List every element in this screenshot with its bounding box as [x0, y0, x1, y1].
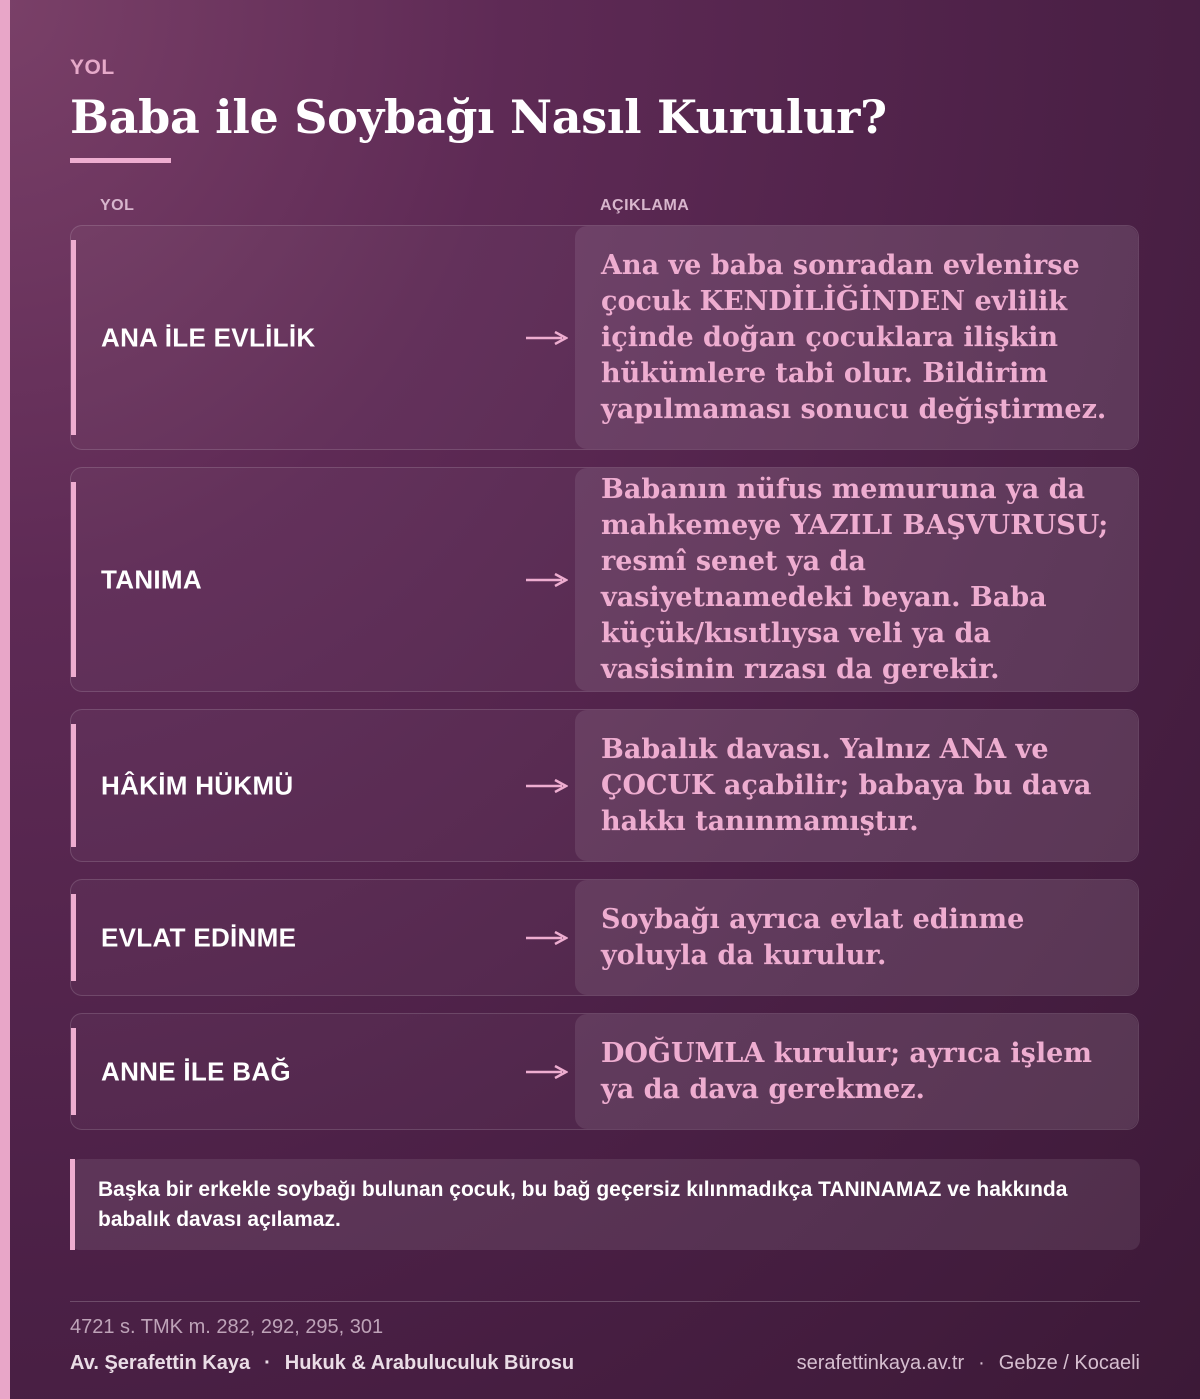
row-accent-bar	[71, 1028, 76, 1115]
arrow-right-icon	[526, 779, 568, 793]
column-header-yol: YOL	[100, 197, 135, 214]
path-row-tanima	[70, 467, 1139, 692]
row-description: Soybağı ayrıca evlat edinme yoluyla da kurulur.	[601, 903, 1025, 971]
row-label: ANA İLE EVLİLİK	[101, 322, 316, 352]
footer-separator: ·	[264, 1352, 271, 1374]
arrow-right-icon	[526, 931, 568, 945]
row-accent-bar	[71, 724, 76, 847]
note-accent-bar	[70, 1159, 75, 1250]
column-header-aciklama: AÇIKLAMA	[600, 197, 690, 214]
author-name: Av. Şerafettin Kaya	[70, 1352, 251, 1374]
path-row-hakim-hukmu	[70, 709, 1139, 862]
row-description: Ana ve baba sonradan evlenirse çocuk KENDİLİĞİNDEN evlilik içinde doğan çocuklara ilişkin hükümlere tabi olur. Bildirim yapılmaması sonucu değiştirmez.	[601, 249, 1107, 425]
row-label: EVLAT EDİNME	[101, 922, 297, 952]
note-text: Başka bir erkekle soybağı bulunan çocuk, bu bağ geçersiz kılınmadıkça TANINAMAZ ve hakkında babalık davası açılamaz.	[98, 1178, 1068, 1231]
arrow-right-icon	[526, 331, 568, 345]
footer-separator: ·	[978, 1352, 985, 1374]
row-description-panel	[575, 468, 1138, 691]
row-label: TANIMA	[101, 564, 202, 594]
row-description: DOĞUMLA kurulur; ayrıca işlem ya da dava gerekmez.	[601, 1037, 1092, 1105]
left-accent-strip	[0, 0, 10, 1399]
location-text: Gebze / Kocaeli	[998, 1352, 1140, 1374]
path-row-evlat-edinme	[70, 879, 1139, 996]
row-description-panel	[575, 1014, 1138, 1129]
row-label: HÂKİM HÜKMÜ	[101, 770, 294, 800]
title-underline	[70, 158, 171, 163]
path-row-ana-ile-evlilik	[70, 225, 1139, 450]
row-accent-bar	[71, 482, 76, 677]
firm-name: Hukuk & Arabuluculuk Bürosu	[284, 1352, 575, 1374]
website-link[interactable]: serafettinkaya.av.tr	[796, 1352, 965, 1374]
footer-contact-block	[797, 1352, 1140, 1375]
footer-divider	[70, 1301, 1140, 1302]
row-description-panel	[575, 880, 1138, 995]
row-description-panel	[575, 226, 1138, 449]
eyebrow-label: YOL	[70, 56, 115, 79]
path-row-anne-ile-bag	[70, 1013, 1139, 1130]
legal-reference: 4721 s. TMK m. 282, 292, 295, 301	[70, 1316, 384, 1338]
footer-author-block	[70, 1352, 574, 1375]
arrow-right-icon	[526, 573, 568, 587]
row-accent-bar	[71, 894, 76, 981]
row-description: Babanın nüfus memuruna ya da mahkemeye YAZILI BAŞVURUSU; resmî senet ya da vasiyetnamedeki beyan. Baba küçük/kısıtlıysa veli ya da vasisinin rızası da gerekir.	[601, 473, 1109, 685]
row-description-panel	[575, 710, 1138, 861]
page-title: Baba ile Soybağı Nasıl Kurulur?	[70, 90, 887, 144]
row-description: Babalık davası. Yalnız ANA ve ÇOCUK açabilir; babaya bu dava hakkı tanınmamıştır.	[601, 733, 1092, 837]
row-accent-bar	[71, 240, 76, 435]
row-label: ANNE İLE BAĞ	[101, 1056, 291, 1086]
warning-note	[70, 1159, 1140, 1250]
arrow-right-icon	[526, 1065, 568, 1079]
